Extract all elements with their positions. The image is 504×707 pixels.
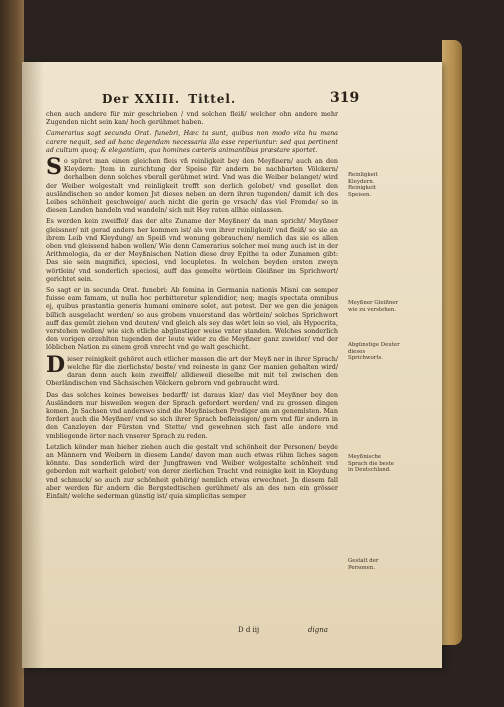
paragraph: Es werden kein zweiffel/ das der alte Zuname der Meyßner/ da man spricht/ Meyßner gleissner/ nit gerad anders her kommen ist/ als von ihrer reinligkeit/ vnd fleiß/ so sie an ihrem Leib vnd Kleydung/ an Speiß vnd wonung gebrauchen/ nemlich das sie es allen oben vnd gleissend haben wollen/ Wie denn Camerarius solcher mei nung auch ist in der Arithmologia, da er der Meyßnischen Nation diese drey Epithe ta oder Zunamen gibt: Das sie sein magnifici, speciosi, vnd locupletes. In welchen beyden ersten zweyn wörtlein/ vnd sonderlich speciosi, auff das gemelte wörtlein Gleißner im Sprichwort/ gerichtet sein. [46, 217, 338, 283]
page-footer [198, 626, 358, 636]
marginal-note: Abgünstige Deuter dieses Sprichworts. [348, 342, 400, 362]
book-spine-shadow [0, 0, 24, 707]
page-fore-edge [442, 40, 462, 645]
signature-mark: D d iij [238, 626, 260, 634]
catchword: digna [308, 626, 328, 634]
paragraph: Das das solches keines beweises bedarff/ ist daraus klar/ das viel Meyßner bey den Ausländern nur bisweilen wegen der Sprach gefordert werden/ vnd zu grossen dingen komen. Jn Sachsen vnd anderswo sind die Meyßnischen Prediger am an genemlsten. Man fordert auch die Meyßner/ vnd so sich ihrer Sprach befleissigen/ gern vnd für andern in den Canzleyen der Fürsten vnd Stette/ vnd gewehnen sich fast alle andere vnd vmbliegende örter nach vnserer Sprach zu reden. [46, 390, 338, 440]
main-text-block [46, 110, 338, 503]
book-page [22, 62, 442, 668]
paragraph: Letzlich könder man hieher ziehen auch die gestalt vnd schönheit der Personen/ beyde an Männern vnd Weibern in diesem Lande/ davon man auch etwas rühm liches sagen könnte. Das sonderlich wird der Jungfrawen vnd Weiber wolgestalte schönheit vnd geberden mit warheit gelobet/ von derer zierlichen Tracht vnd reinigke keit in Kleydung vnd schmuck/ so auch zur schönheit gehörig/ nemlich etwas erwechnet. Jn diesem fall aber werden für andern die Bergstedtischen gerühmet/ als an des nen ein grösser Einfalt/ welche sederman günstig ist/ quia simplicitas semper [46, 442, 338, 500]
running-head-label: Der XXIII. [102, 92, 181, 106]
paragraph: chen auch andere für mir geschrieben / vnd solchen fleiß/ welcher ohn andere mehr Zugenden nicht sein kan/ hoch gerühmet haben. [46, 110, 338, 127]
paragraph: Dieser reinigkeit gehöret auch etlicher massen die art der Meyß ner in ihrer Sprach/ welche für die zierlichste/ beste/ vnd reineste in ganz Ger manien gehalten wird/ daran denn auch kein zweiffel/ alldieweil dieselbe mit mit tel zwischen den Oberländischen vnd Sächsischen Völckern gebrorn vnd gebraucht wird. [46, 351, 338, 388]
page-number: 319 [330, 90, 360, 106]
paragraph: So sagt er in secunda Orat. funebri: Ab femina in Germania nationis Misni cæ semper fuisse eam famam, ut nulla hoc perbitteretur splendidior, neq; magis spectata omnibus ej, quibus prastantia generis humani eminere solet, aut potest. Der we gen die jenigen billich ausgelacht werden/ so aus grobem vnuerstand das wörtlein/ solches Sprichwort auff das gemüt ziehen vnd deuten/ vnd gleich als sey das wört lein so viel, als Hypocrita, verstehen wollen/ wie sich etliche abgünstiger weise vnter standen. Welches sonderlich den vorigen erzehlten tugenden der leute wider zu die Meyßner ganz zuwider/ vnd der löblichen Nation zu einem groß vnrecht vnd ge walt geschicht. [46, 286, 338, 352]
marginal-note: Reinligkeit Kleydern. Reinigkeit Speisen. [348, 172, 378, 198]
running-head [102, 92, 302, 108]
marginal-note: Gestalt der Personen. [348, 558, 379, 571]
latin-quotation: Camerarius sagt secunda Orat. funebri, Hæc ta sunt, quibus non modo vita hu mana carere nequit, sed ad hanc degendam necessaria illa esse reperiuntur: sed qua pertinent ad cultum quoq; & elegantiam, qua homines cæteris animantibus præstare sportet. [46, 129, 338, 154]
marginal-note: Meyßner Gleißner wie zu verstehen. [348, 300, 399, 313]
running-head-word: Tittel. [188, 92, 237, 106]
marginal-note: Meyßnische Sprach die beste in Deutschland. [348, 454, 394, 474]
paragraph: So spüret man einen gleichen fleis vñ reinligkeit bey den Meyßnern/ auch an den Kleydern: Jtem in zurichtung der Speise für andern be nachbarten Völckern/ derhalben denn solches vberall gerühmet wird. Vnd was die Weiber belanget/ wird der Weiber wolgestalt vnd reinligkeit trefft son derlich gelobet/ vnd gesellet den ausländischen so ander komen Jst dieses neben an dern ihren tugenden/ damit ich des Leibes schönheit geschweige/ auch nicht die gerin ge vrsach/ das viel Fremde/ so in diesen Landen handeln vnd wandeln/ sich mit Hey raten allhie einlassen. [46, 154, 338, 215]
